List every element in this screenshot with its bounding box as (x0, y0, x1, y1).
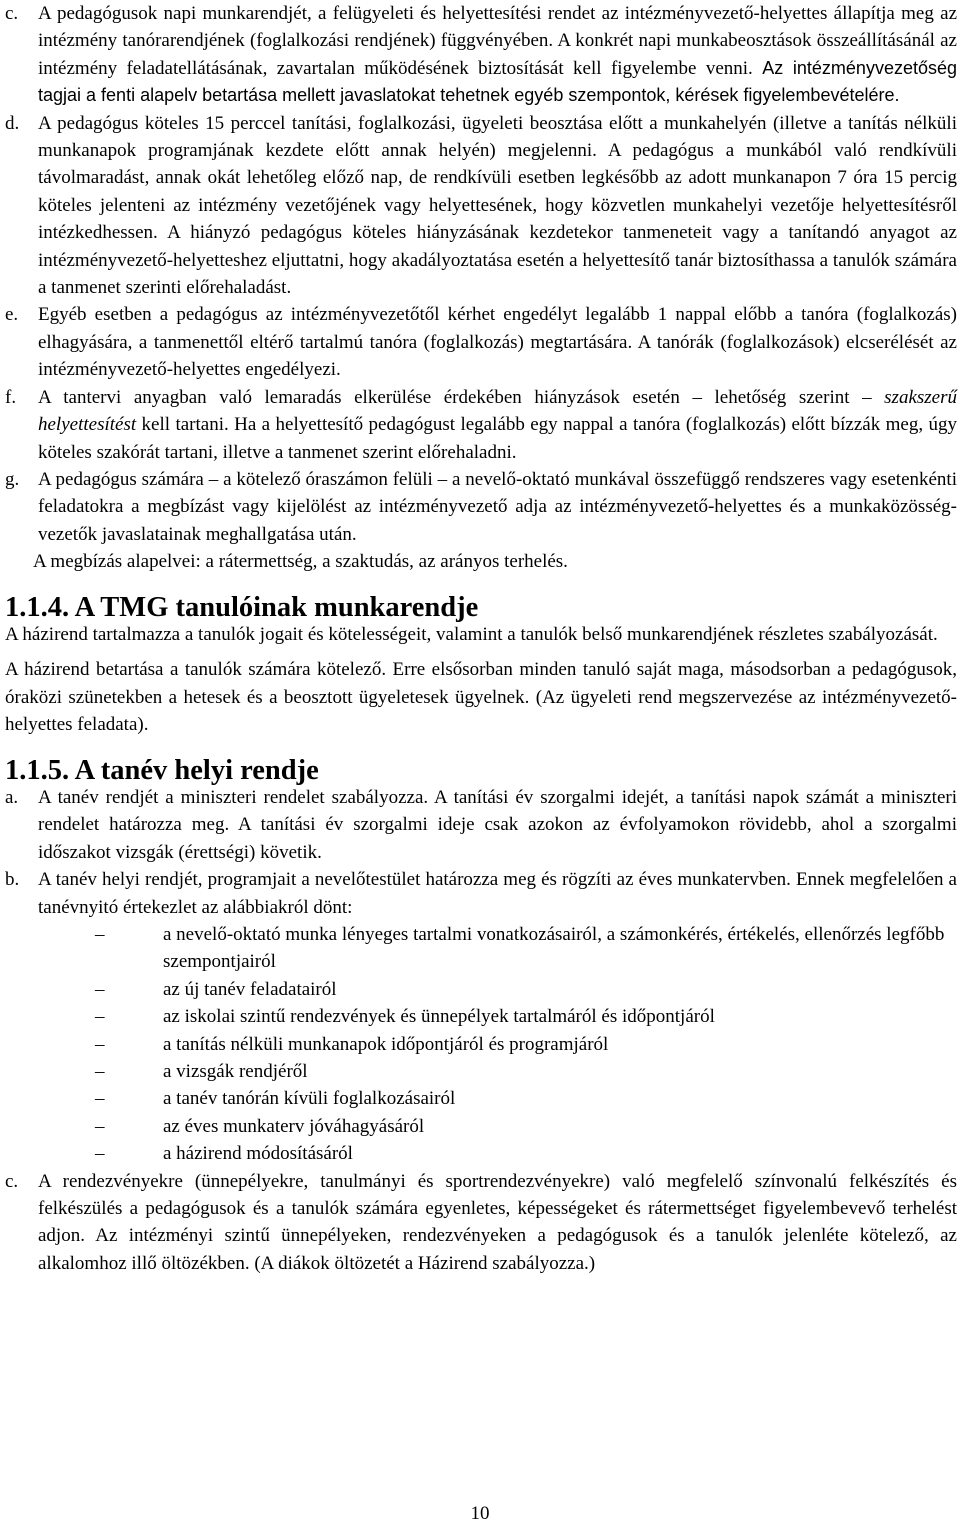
list-item-d (5, 110, 957, 302)
item-text: A pedagógus számára – a kötelező óraszámon felüli – a nevelő-oktató munkával összefüggő rendszeres vagy esetenkénti feladatokra a megbízást vagy kijelölést az intézményvezető adja az intézményvezető-helyettes és a munkaközösség-vezetők javaslatainak meghallgatása után. (38, 468, 957, 545)
item-label: c. (5, 3, 19, 24)
list-item-f (5, 384, 957, 466)
dash-list-text: a nevelő-oktató munka lényeges tartalmi vonatkozásairól, a számonkérés, értékelés, ellenőrzés legfőbb szempontjairól (163, 924, 945, 973)
item-label: d. (5, 112, 20, 134)
dash-list-item (5, 1031, 957, 1058)
item-text-after: kell tartani. Ha a helyettesítő pedagógust legalább egy nappal a tanóra (foglalkozás) előtt bízzák meg, úgy köteles szakórát tartani, illetve a tanmenet szerint előrehaladni. (38, 414, 957, 463)
item-text-before: A tantervi anyagban való lemaradás elkerülése érdekében hiányzások esetén – lehetőség szerint – (38, 386, 885, 408)
page-body (5, 0, 957, 1277)
page-number: 10 (470, 1503, 490, 1524)
item-text: A tanév rendjét a miniszteri rendelet szabályozza. A tanítási év szorgalmi idejét, a tanítási napok számát a miniszteri rendelet határozza meg. A tanítási év szorgalmi ideje csak azokon az évfolyamokon rövidebb, ahol a szorgalmi időszakot vizsgák (érettségi) követik. (38, 786, 957, 863)
dash-bullet: – (95, 1143, 105, 1165)
item-text: A pedagógusok napi munkarendjét, a felügyeleti és helyettesítési rendet az intézményvezető-helyettes állapítja meg az intézmény tanórarendjének (foglalkozási rendjének) függvényében. A konkrét napi munkabeosztások összeállításánál az intézmény feladatellátásának, zavartalan működésének biztosítását kell figyelembe venni. (38, 3, 957, 79)
section-heading-115: 1.1.5. A tanév helyi rendje (5, 754, 319, 786)
dash-list-text: a vizsgák rendjéről (163, 1061, 308, 1083)
item-label: a. (5, 786, 19, 808)
dash-list-text: az új tanév feladatairól (163, 978, 337, 1000)
dash-bullet: – (95, 1088, 105, 1110)
dash-list-text: a tanév tanórán kívüli foglalkozásairól (163, 1088, 456, 1110)
dash-bullet: – (95, 1061, 105, 1083)
item-label: e. (5, 304, 19, 326)
item-text: A tanév helyi rendjét, programjait a nevelőtestület határozza meg és rögzíti az éves munkatervben. Ennek megfelelően a tanévnyitó értekezlet az alábbiakról dönt: (38, 869, 957, 918)
dash-list-item (5, 1113, 957, 1140)
dash-bullet: – (95, 1033, 105, 1055)
paragraph: A házirend tartalmazza a tanulók jogait és kötelességeit, valamint a tanulók belső munkarendjének részletes szabályozását. (5, 623, 938, 645)
dash-bullet: – (95, 1006, 105, 1028)
item-text-sans: Az intézményvezetőség tagjai a fenti alapelv betartása mellett javaslatokat tehetnek egyéb szempontok, kérések figyelembevételére. (38, 57, 957, 106)
dash-list-text: az éves munkaterv jóváhagyásáról (163, 1115, 425, 1137)
dash-list (5, 921, 957, 1168)
dash-bullet: – (95, 1115, 105, 1137)
dash-bullet: – (95, 924, 105, 945)
item-label: c. (5, 1170, 19, 1192)
dash-list-text: a tanítás nélküli munkanapok időpontjáról és programjáról (163, 1033, 609, 1055)
list-item-c (5, 0, 957, 110)
assignment-principles: A megbízás alapelvei: a rátermettség, a szaktudás, az arányos terhelés. (33, 551, 568, 573)
item-label: b. (5, 869, 20, 891)
item-text: A pedagógus köteles 15 perccel tanítási, foglalkozási, ügyeleti beosztása előtt a munkahelyén (illetve a tanítás nélküli munkanapok programjának kezdete előtt annak helyén) megjelenni. A pedagógus a munkából való rendkívüli távolmaradást, annak okát lehetőleg előző nap, de rendkívüli esetben legkésőbb az adott munkanapon 7 óra 15 percig köteles jelenteni az intézmény vezetőjének vagy helyettesének, hogy közvetlen munkahelyi vezetője helyettesítésről intézkedhessen. A hiányzó pedagógus köteles hiányzásának kezdetekor tanmeneteit vagy a tanítandó anyagot az intézményvezető-helyetteshez eljuttatni, hogy akadályoztatása esetén a helyettesítő tanár biztosíthassa a tanulók számára a tanmenet szerinti előrehaladást. (38, 112, 957, 299)
list-item-a (5, 784, 957, 866)
list-item-e (5, 301, 957, 383)
dash-bullet: – (95, 978, 105, 1000)
dash-list-item (5, 921, 957, 976)
dash-list-text: a házirend módosításáról (163, 1143, 353, 1165)
item-text: A rendezvényekre (ünnepélyekre, tanulmányi és sportrendezvényekre) való megfelelő színvonalú felkészítés és felkészülés a pedagógusok és a tanulók számára egyenletes, képességeket és rátermettséget figyelembevevő terhelést adjon. Az intézményi szintű ünnepélyeken, rendezvényeken a pedagógusok és a tanulók jelenléte kötelező, az alkalomhoz illő öltözékben. (A diákok öltözetét a Házirend szabályozza.) (38, 1170, 957, 1274)
dash-list-item (5, 1140, 957, 1167)
list-item-c2 (5, 1168, 957, 1278)
section-heading-114: 1.1.4. A TMG tanulóinak munkarendje (5, 591, 479, 623)
item-text-italic: szakszerű helyettesítést (38, 386, 957, 436)
dash-list-item (5, 976, 957, 1003)
item-label: f. (5, 386, 17, 408)
dash-list-item (5, 1085, 957, 1112)
item-label: g. (5, 468, 20, 490)
list-item-b (5, 866, 957, 921)
dash-list-item (5, 1003, 957, 1030)
paragraph: A házirend betartása a tanulók számára kötelező. Erre elsősorban minden tanuló saját maga, másodsorban a pedagógusok, óraközi szünetekben a hetesek és a beosztott ügyeletesek ügyelnek. (Az ügyeleti rend megszervezése az intézményvezető-helyettes feladata). (5, 659, 957, 736)
item-text: Egyéb esetben a pedagógus az intézményvezetőtől kérhet engedélyt legalább 1 nappal előbb a tanóra (foglalkozás) elhagyására, a tanmenettől eltérő tartalmú tanóra (foglalkozás) megtartására. A tanórák (foglalkozások) elcserélését az intézményvezető-helyettes engedélyezi. (38, 304, 957, 381)
dash-list-item (5, 1058, 957, 1085)
dash-list-text: az iskolai szintű rendezvények és ünnepélyek tartalmáról és időpontjáról (163, 1006, 715, 1028)
list-item-g (5, 466, 957, 548)
